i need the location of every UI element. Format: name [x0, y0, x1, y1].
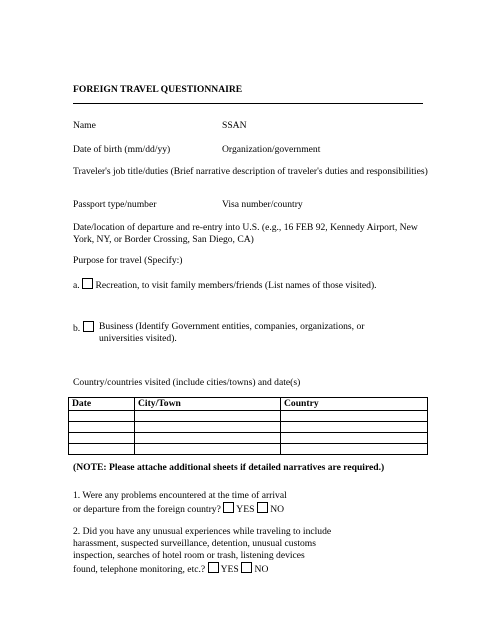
- table-row: [69, 411, 428, 422]
- option-a-letter: a.: [73, 280, 80, 291]
- q2-yes-checkbox[interactable]: [208, 562, 219, 573]
- ssan-label: SSAN: [222, 120, 247, 131]
- dob-label: Date of birth (mm/dd/yy): [73, 144, 171, 155]
- city-cell[interactable]: [135, 444, 281, 455]
- attachment-note: (NOTE: Please attache additional sheets if detailed narratives are required.): [73, 462, 385, 473]
- job-title-label: Traveler's job title/duties (Brief narrative description of traveler's duties and responsibilities): [73, 166, 428, 177]
- travel-table: [68, 397, 428, 455]
- q2-yes-label: YES: [220, 564, 239, 575]
- q1-line2: or departure from the foreign country?: [73, 504, 221, 515]
- q1-yes-label: YES: [236, 504, 255, 515]
- q2-line2: harassment, suspected surveillance, detention, unusual customs: [73, 538, 316, 549]
- option-b-text: Business (Identify Government entities, companies, organizations, or universities visited).: [99, 321, 365, 344]
- table-header-row: [69, 398, 428, 411]
- q1-no-label: NO: [270, 504, 285, 515]
- date-cell[interactable]: [69, 422, 135, 433]
- q2-no-label: NO: [254, 564, 269, 575]
- date-cell[interactable]: [69, 411, 135, 422]
- table-row: [69, 433, 428, 444]
- date-cell[interactable]: [69, 444, 135, 455]
- table-row: [69, 444, 428, 455]
- q1-line1: 1. Were any problems encountered at the time of arrival: [73, 490, 287, 501]
- organization-label: Organization/government: [222, 144, 321, 155]
- city-cell[interactable]: [135, 411, 281, 422]
- q1-no-checkbox[interactable]: [257, 502, 268, 513]
- page-title: FOREIGN TRAVEL QUESTIONNAIRE: [73, 84, 243, 95]
- name-label: Name: [73, 120, 96, 131]
- departure-label: Date/location of departure and re-entry into U.S. (e.g., 16 FEB 92, Kennedy Airport, New York, NY, or Border Crossing, San Diego, CA): [73, 222, 418, 245]
- q1-line2-row: [73, 502, 284, 516]
- date-cell[interactable]: [69, 433, 135, 444]
- country-cell[interactable]: [281, 422, 428, 433]
- visa-label: Visa number/country: [222, 199, 303, 210]
- business-checkbox[interactable]: [83, 321, 94, 332]
- q2-line3: inspection, searches of hotel room or trash, listening devices: [73, 550, 305, 561]
- option-a-text: Recreation, to visit family members/friends (List names of those visited).: [95, 280, 377, 291]
- city-cell[interactable]: [135, 433, 281, 444]
- q1-yes-checkbox[interactable]: [223, 502, 234, 513]
- country-header: Country: [281, 398, 428, 411]
- recreation-checkbox[interactable]: [82, 278, 93, 289]
- city-header: City/Town: [135, 398, 281, 411]
- option-b-letter: b.: [73, 323, 81, 334]
- q2-line4-row: [73, 562, 268, 576]
- passport-label: Passport type/number: [73, 199, 157, 210]
- date-header: Date: [69, 398, 135, 411]
- country-cell[interactable]: [281, 411, 428, 422]
- country-cell[interactable]: [281, 444, 428, 455]
- country-cell[interactable]: [281, 433, 428, 444]
- q2-line1: 2. Did you have any unusual experiences while traveling to include: [73, 526, 332, 537]
- countries-label: Country/countries visited (include cities/towns) and date(s): [73, 377, 301, 388]
- purpose-option-b: [73, 321, 94, 335]
- q2-no-checkbox[interactable]: [241, 562, 252, 573]
- q2-line4: found, telephone monitoring, etc.?: [73, 564, 206, 575]
- purpose-label: Purpose for travel (Specify:): [73, 255, 183, 266]
- title-divider: [73, 103, 423, 104]
- purpose-option-a: [73, 278, 377, 292]
- city-cell[interactable]: [135, 422, 281, 433]
- table-row: [69, 422, 428, 433]
